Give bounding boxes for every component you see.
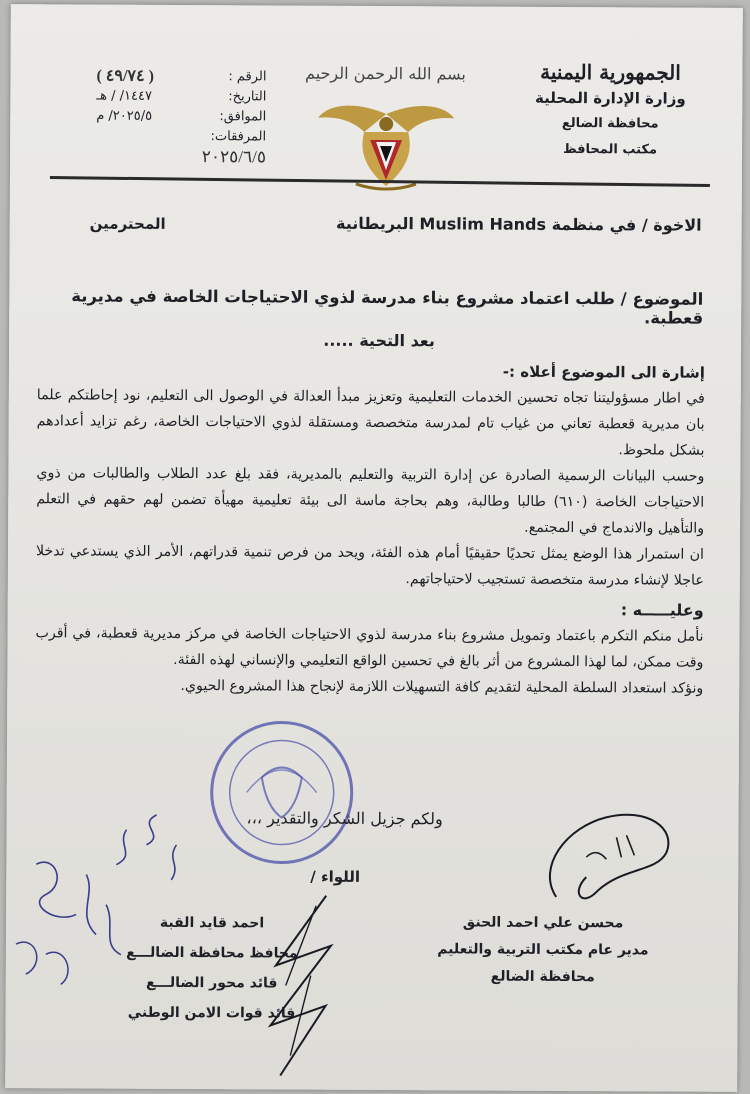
rank-label: اللواء / [310, 867, 361, 886]
basmala: بسم الله الرحمن الرحيم [305, 63, 466, 84]
signatory-left-title1: محافظ محافظة الضالـــع [126, 944, 298, 962]
subject-line: الموضوع / طلب اعتماد مشروع بناء مدرسة لذوي الاحتياجات الخاصة في مديرية قعطبة. [71, 286, 704, 328]
signature-block-right [428, 909, 658, 991]
date-label: التاريخ: [228, 89, 267, 105]
therefore-heading: وعليـــــه : [620, 600, 704, 620]
country-name: الجمهورية اليمنية [540, 59, 681, 85]
respect-phrase: المحترمين [89, 214, 166, 233]
greeting: بعد التحية ..... [323, 330, 435, 351]
signature-right-icon [526, 797, 687, 928]
signature-block-left [101, 908, 322, 1029]
date-gregorian: ٢٠٢٥/٥/ م [96, 108, 153, 124]
letter-body [35, 356, 705, 701]
paragraph-5: ونؤكد استعداد السلطة المحلية لتقديم كافة التسهيلات اللازمة لإنجاح هذا المشروع الحيوي. [180, 677, 704, 697]
letterhead-left [96, 67, 267, 168]
letterhead-right [510, 59, 711, 164]
paragraph-3: ان استمرار هذا الوضع يمثل تحديًا حقيقيًا أمام هذه الفئة، ويحد من فرص تنمية قدراتهم، الأمر الذي يستدعي تدخلا عاجلا لإنشاء مدرسة متخصصة تستجيب لاحتياجاتهم. [35, 543, 705, 589]
signatory-left-title3: قائد قوات الامن الوطني [127, 1004, 296, 1022]
letter-page [5, 4, 743, 1092]
attachments-label: المرفقات: [210, 129, 267, 145]
signatory-left-name: احمد قايد القبة [159, 914, 265, 932]
ministry-name: وزارة الإدارة المحلية [534, 88, 686, 108]
paragraph-1: في اطار مسؤوليتنا تجاه تحسين الخدمات التعليمية وتعزيز مبدأ العدالة في الوصول الى التعليم، نود إحاطتكم علما بان مديرية قعطبة تعاني من غياب تام لمدرسة متخصصة ومستقلة لذوي الاحتياجات الخاصة، رغم تزايد أعدادهم بشكل ملحوظ. [36, 387, 705, 459]
office-name: مكتب المحافظ [563, 141, 658, 158]
ref-number: ( ٤٩/٧٤ ) [96, 67, 154, 85]
paragraph-2: وحسب البيانات الرسمية الصادرة عن إدارة التربية والتعليم بالمديرية، فقد بلغ عدد الطلاب والطالبات من ذوي الاحتياجات الخاصة (٦١٠) طالبا وطالبة، وهم بحاجة ماسة الى بيئة تعليمية مهيأة تضمن لهم حقهم في التعلم والتأهيل والاندماج في المجتمع. [36, 465, 705, 537]
date-hijri: ١٤٤٧/ / هـ [96, 88, 153, 104]
signatory-right-name: محسن علي احمد الحنق [462, 914, 624, 932]
official-stamp-icon [206, 717, 357, 868]
ref-label: الرقم : [228, 69, 267, 85]
closing-phrase: ولكم جزيل الشكر والتقدير ،،، [246, 808, 443, 829]
governorate-name: محافظة الضالع [561, 115, 659, 132]
signatory-right-title2: محافظة الضالع [490, 968, 595, 986]
handwritten-date: ٢٠٢٥/٦/٥ [201, 147, 267, 167]
paragraph-4: نأمل منكم التكرم باعتماد وتمويل مشروع بناء مدرسة لذوي الاحتياجات الخاصة في مركز مديرية قعطبة، في أقرب وقت ممكن، لما لهذا المشروع من أثر بالغ في تحسين الواقع التعليمي والإنساني لهذه الفئة. [35, 625, 704, 671]
addressee: الاخوة / في منظمة Muslim Hands البريطانية [335, 213, 702, 235]
signatory-left-title2: قائد محور الضالـــع [145, 974, 278, 992]
corresponding-label: الموافق: [219, 109, 267, 125]
signatory-right-title1: مدير عام مكتب التربية والتعليم [437, 941, 649, 959]
reference-heading: إشارة الى الموضوع أعلاه :- [502, 362, 705, 382]
